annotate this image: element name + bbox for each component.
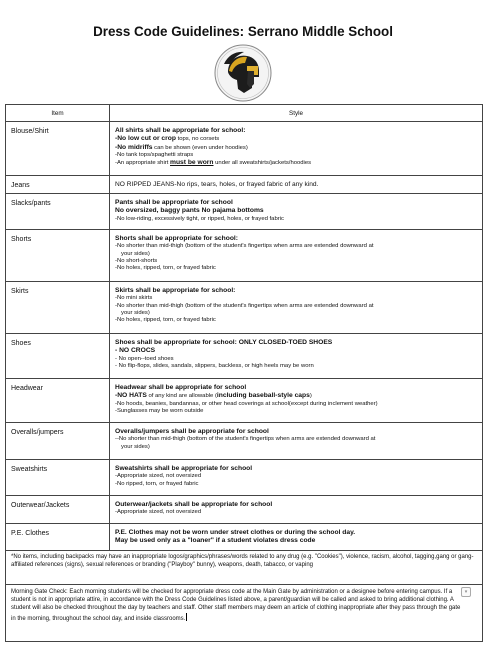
style-cell — [110, 379, 483, 423]
style-line: your sides) — [121, 443, 150, 450]
style-heading: Shoes shall be appropriate for school: ONLY CLOSED-TOED SHOES — [115, 339, 333, 346]
table-row — [6, 496, 483, 524]
item-label: Shoes — [6, 334, 110, 379]
style-heading: Shorts shall be appropriate for school: — [115, 235, 238, 242]
style-heading: All shirts shall be appropriate for school: — [115, 127, 246, 134]
style-line: -No tank tops/spaghetti straps — [115, 151, 194, 158]
style-line: -No holes, ripped, torn, or frayed fabric — [115, 265, 216, 272]
item-label: Shorts — [6, 230, 110, 282]
style-line: -An appropriate shirt must be worn under all sweatshirts/jackets/hoodies — [115, 159, 312, 167]
style-heading: Headwear shall be appropriate for school — [115, 384, 247, 391]
text-cursor — [186, 613, 187, 621]
style-heading: Overalls/jumpers shall be appropriate for school — [115, 428, 269, 435]
column-header-item: Item — [6, 105, 110, 122]
table-row — [6, 230, 483, 282]
table-header-row — [6, 105, 483, 122]
item-label: P.E. Clothes — [6, 524, 110, 551]
item-label: Jeans — [6, 176, 110, 194]
style-heading: Pants shall be appropriate for school — [115, 199, 233, 206]
style-line: -No low-riding, excessively tight, or ripped, holes, or frayed fabric — [115, 215, 284, 222]
style-cell — [110, 496, 483, 524]
style-line: - NO CROCS — [115, 347, 156, 355]
style-cell — [110, 524, 483, 551]
style-line: - No open--toed shoes — [115, 355, 174, 362]
style-line: -No midriffs can be shown (even under hoodies) — [115, 143, 248, 151]
style-line: your sides) — [121, 309, 150, 316]
style-line: -No mini skirts — [115, 295, 153, 302]
dress-code-table — [5, 104, 483, 642]
style-line: -No short-shorts — [115, 257, 158, 264]
item-label: Slacks/pants — [6, 194, 110, 230]
style-cell: NO RIPPED JEANS-No rips, tears, holes, or frayed fabric of any kind. — [110, 176, 483, 194]
table-row — [6, 551, 483, 585]
style-cell — [110, 423, 483, 460]
item-label: Sweatshirts — [6, 460, 110, 496]
style-line: May be used only as a "loaner" if a student violates dress code — [115, 537, 316, 545]
trojan-helmet-logo — [214, 44, 272, 102]
style-line: -Appropriate sized, not oversized — [115, 509, 202, 516]
style-heading: Sweatshirts shall be appropriate for school — [115, 465, 253, 472]
style-line: --No shorter than mid-thigh (bottom of the student's fingertips when arms are extended downward at — [115, 436, 376, 443]
gate-check-text: Morning Gate Check: Each morning students will be checked for appropriate dress code at the Main Gate by administration or a designee before entering campus. If a student is not in appropriate attire, in accordance with the Dress Code Guidelines listed above, a parent/guardian will be called and asked to bring additional clothing. A student will also be checked throughout the day by teachers and staff. Other staff members may deem an article of clothing inappropriate after they pass through the gate in the morning, throughout the school day, and inside classrooms. — [11, 589, 461, 622]
item-label: Headwear — [6, 379, 110, 423]
item-label: Outerwear/Jackets — [6, 496, 110, 524]
style-cell — [110, 230, 483, 282]
table-row — [6, 176, 483, 194]
logo-restriction-note: *No items, including backpacks may have an inappropriate logos/graphics/phrases/words related to any drug (e.g. "Cookies"), violence, racism, alcohol, tagging,gang or gang-affiliated references (signs), sexual references or branding ("Playboy" bunny), weapons, death, tabacco, or vaping — [6, 551, 483, 585]
style-line: No oversized, baggy pants No pajama bottoms — [115, 207, 264, 215]
style-line: -No shorter than mid-thigh (bottom of the student's fingertips when arms are extended downward at — [115, 302, 374, 309]
style-cell — [110, 334, 483, 379]
table-row — [6, 379, 483, 423]
style-line: -No low cut or crop tops, no corsets — [115, 135, 220, 143]
style-heading: Skirts shall be appropriate for school: — [115, 287, 236, 294]
table-row — [6, 460, 483, 496]
style-line: -Sunglasses may be worn outside — [115, 407, 204, 414]
chevron-down-icon[interactable]: ▾ — [461, 587, 471, 597]
style-line: -NO HATS of any kind are allowable (including baseball-style caps) — [115, 392, 312, 400]
style-line: -No ripped, torn, or frayed fabric — [115, 480, 199, 487]
style-line: your sides) — [121, 250, 150, 257]
style-line: -Appropriate sized, not oversized — [115, 473, 202, 480]
style-line: - No flip-flops, slides, sandals, slippers, backless, or high heels may be worn — [115, 362, 314, 369]
style-line: -No shorter than mid-thigh (bottom of the student's fingertips when arms are extended downward at — [115, 243, 374, 250]
item-label: Blouse/Shirt — [6, 122, 110, 176]
table-row — [6, 122, 483, 176]
style-heading: Outerwear/jackets shall be appropriate for school — [115, 501, 273, 508]
style-cell — [110, 122, 483, 176]
table-row — [6, 524, 483, 551]
table-row — [6, 423, 483, 460]
style-line: -No holes, ripped, torn, or frayed fabric — [115, 317, 216, 324]
item-label: Skirts — [6, 282, 110, 334]
style-cell — [110, 194, 483, 230]
item-label: Overalls/jumpers — [6, 423, 110, 460]
table-row — [6, 334, 483, 379]
table-row — [6, 282, 483, 334]
gate-check-cell[interactable] — [6, 585, 483, 642]
table-row — [6, 585, 483, 642]
column-header-style: Style — [110, 105, 483, 122]
style-line: -No hoods, beanies, bandannas, or other head coverings at school(except during inclement weather) — [115, 400, 378, 407]
style-cell — [110, 460, 483, 496]
table-row — [6, 194, 483, 230]
page-title: Dress Code Guidelines: Serrano Middle School — [93, 24, 393, 39]
style-cell — [110, 282, 483, 334]
style-line: P.E. Clothes may not be worn under street clothes or during the school day. — [115, 529, 356, 536]
